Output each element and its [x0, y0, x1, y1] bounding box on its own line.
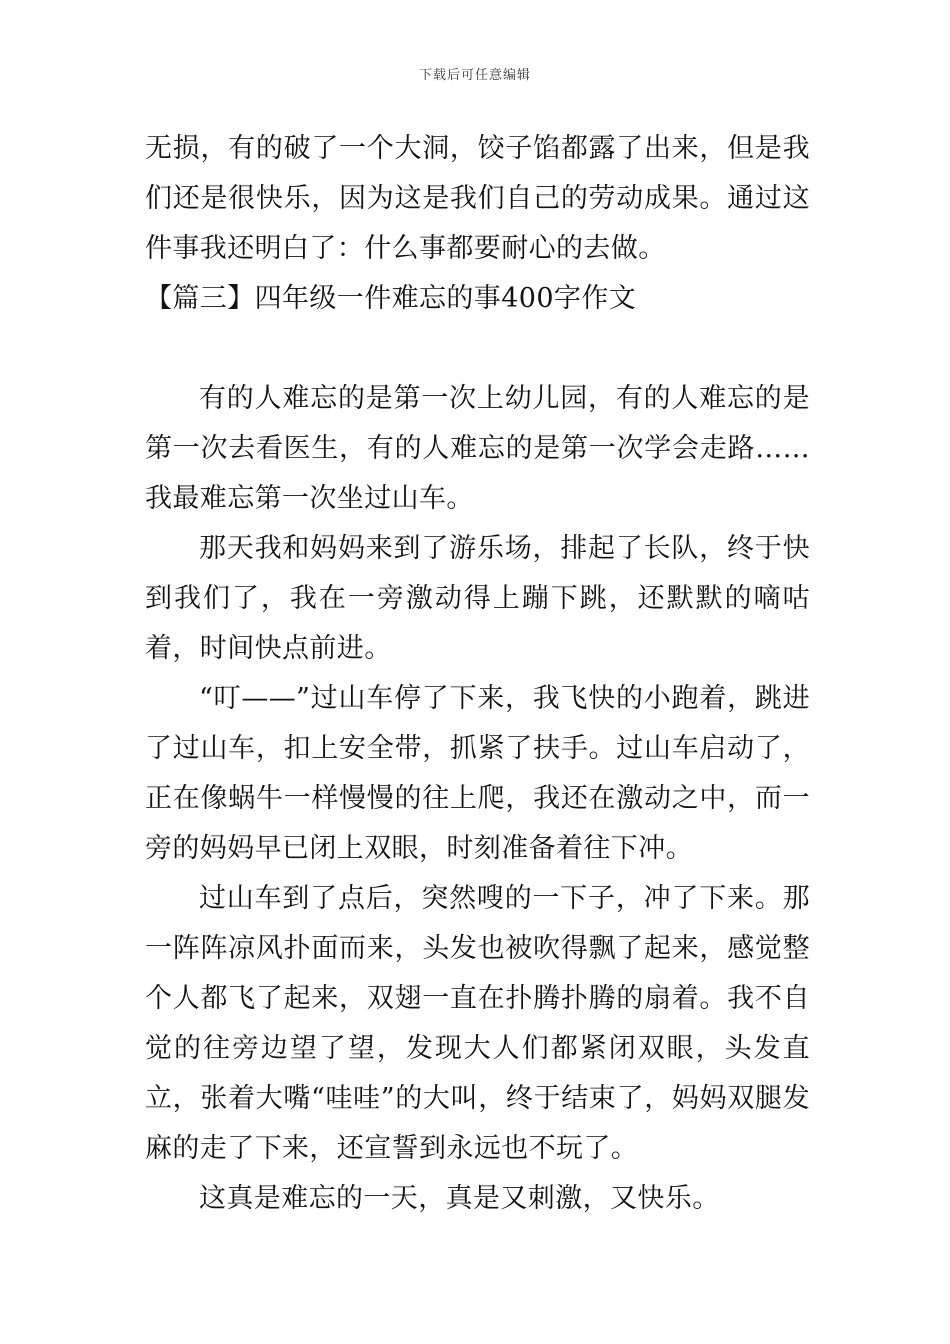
document-body: [145, 124, 810, 1224]
paragraph-2: 那天我和妈妈来到了游乐场，排起了长队，终于快到我们了，我在一旁激动得上蹦下跳，还默默的嘀咕着，时间快点前进。: [145, 533, 810, 664]
header-note: 下载后可任意编辑: [418, 68, 531, 83]
blank-line: [145, 324, 810, 374]
section-title: 【篇三】四年级一件难忘的事400字作文: [145, 283, 637, 314]
paragraph-4: 过山车到了点后，突然嗖的一下子，冲了下来。那一阵阵凉风扑面而来，头发也被吹得飘了起来，感觉整个人都飞了起来，双翅一直在扑腾扑腾的扇着。我不自觉的往旁边望了望，发现大人们都紧闭双眼，头发直立，张着大嘴“哇哇”的大叫，终于结束了，妈妈双腿发麻的走了下来，还宣誓到永远也不玩了。: [145, 883, 810, 1164]
paragraph-3: “叮——”过山车停了下来，我飞快的小跑着，跳进了过山车，扣上安全带，抓紧了扶手。过山车启动了，正在像蜗牛一样慢慢的往上爬，我还在激动之中，而一旁的妈妈早已闭上双眼，时刻准备着往下冲。: [145, 683, 810, 864]
paragraph-1: 有的人难忘的是第一次上幼儿园，有的人难忘的是第一次去看医生，有的人难忘的是第一次学会走路……我最难忘第一次坐过山车。: [145, 383, 810, 514]
continuation-paragraph: 无损，有的破了一个大洞，饺子馅都露了出来，但是我们还是很快乐，因为这是我们自己的劳动成果。通过这件事我还明白了：什么事都要耐心的去做。: [145, 133, 810, 264]
paragraph-5: 这真是难忘的一天，真是又刺激，又快乐。: [199, 1183, 720, 1214]
